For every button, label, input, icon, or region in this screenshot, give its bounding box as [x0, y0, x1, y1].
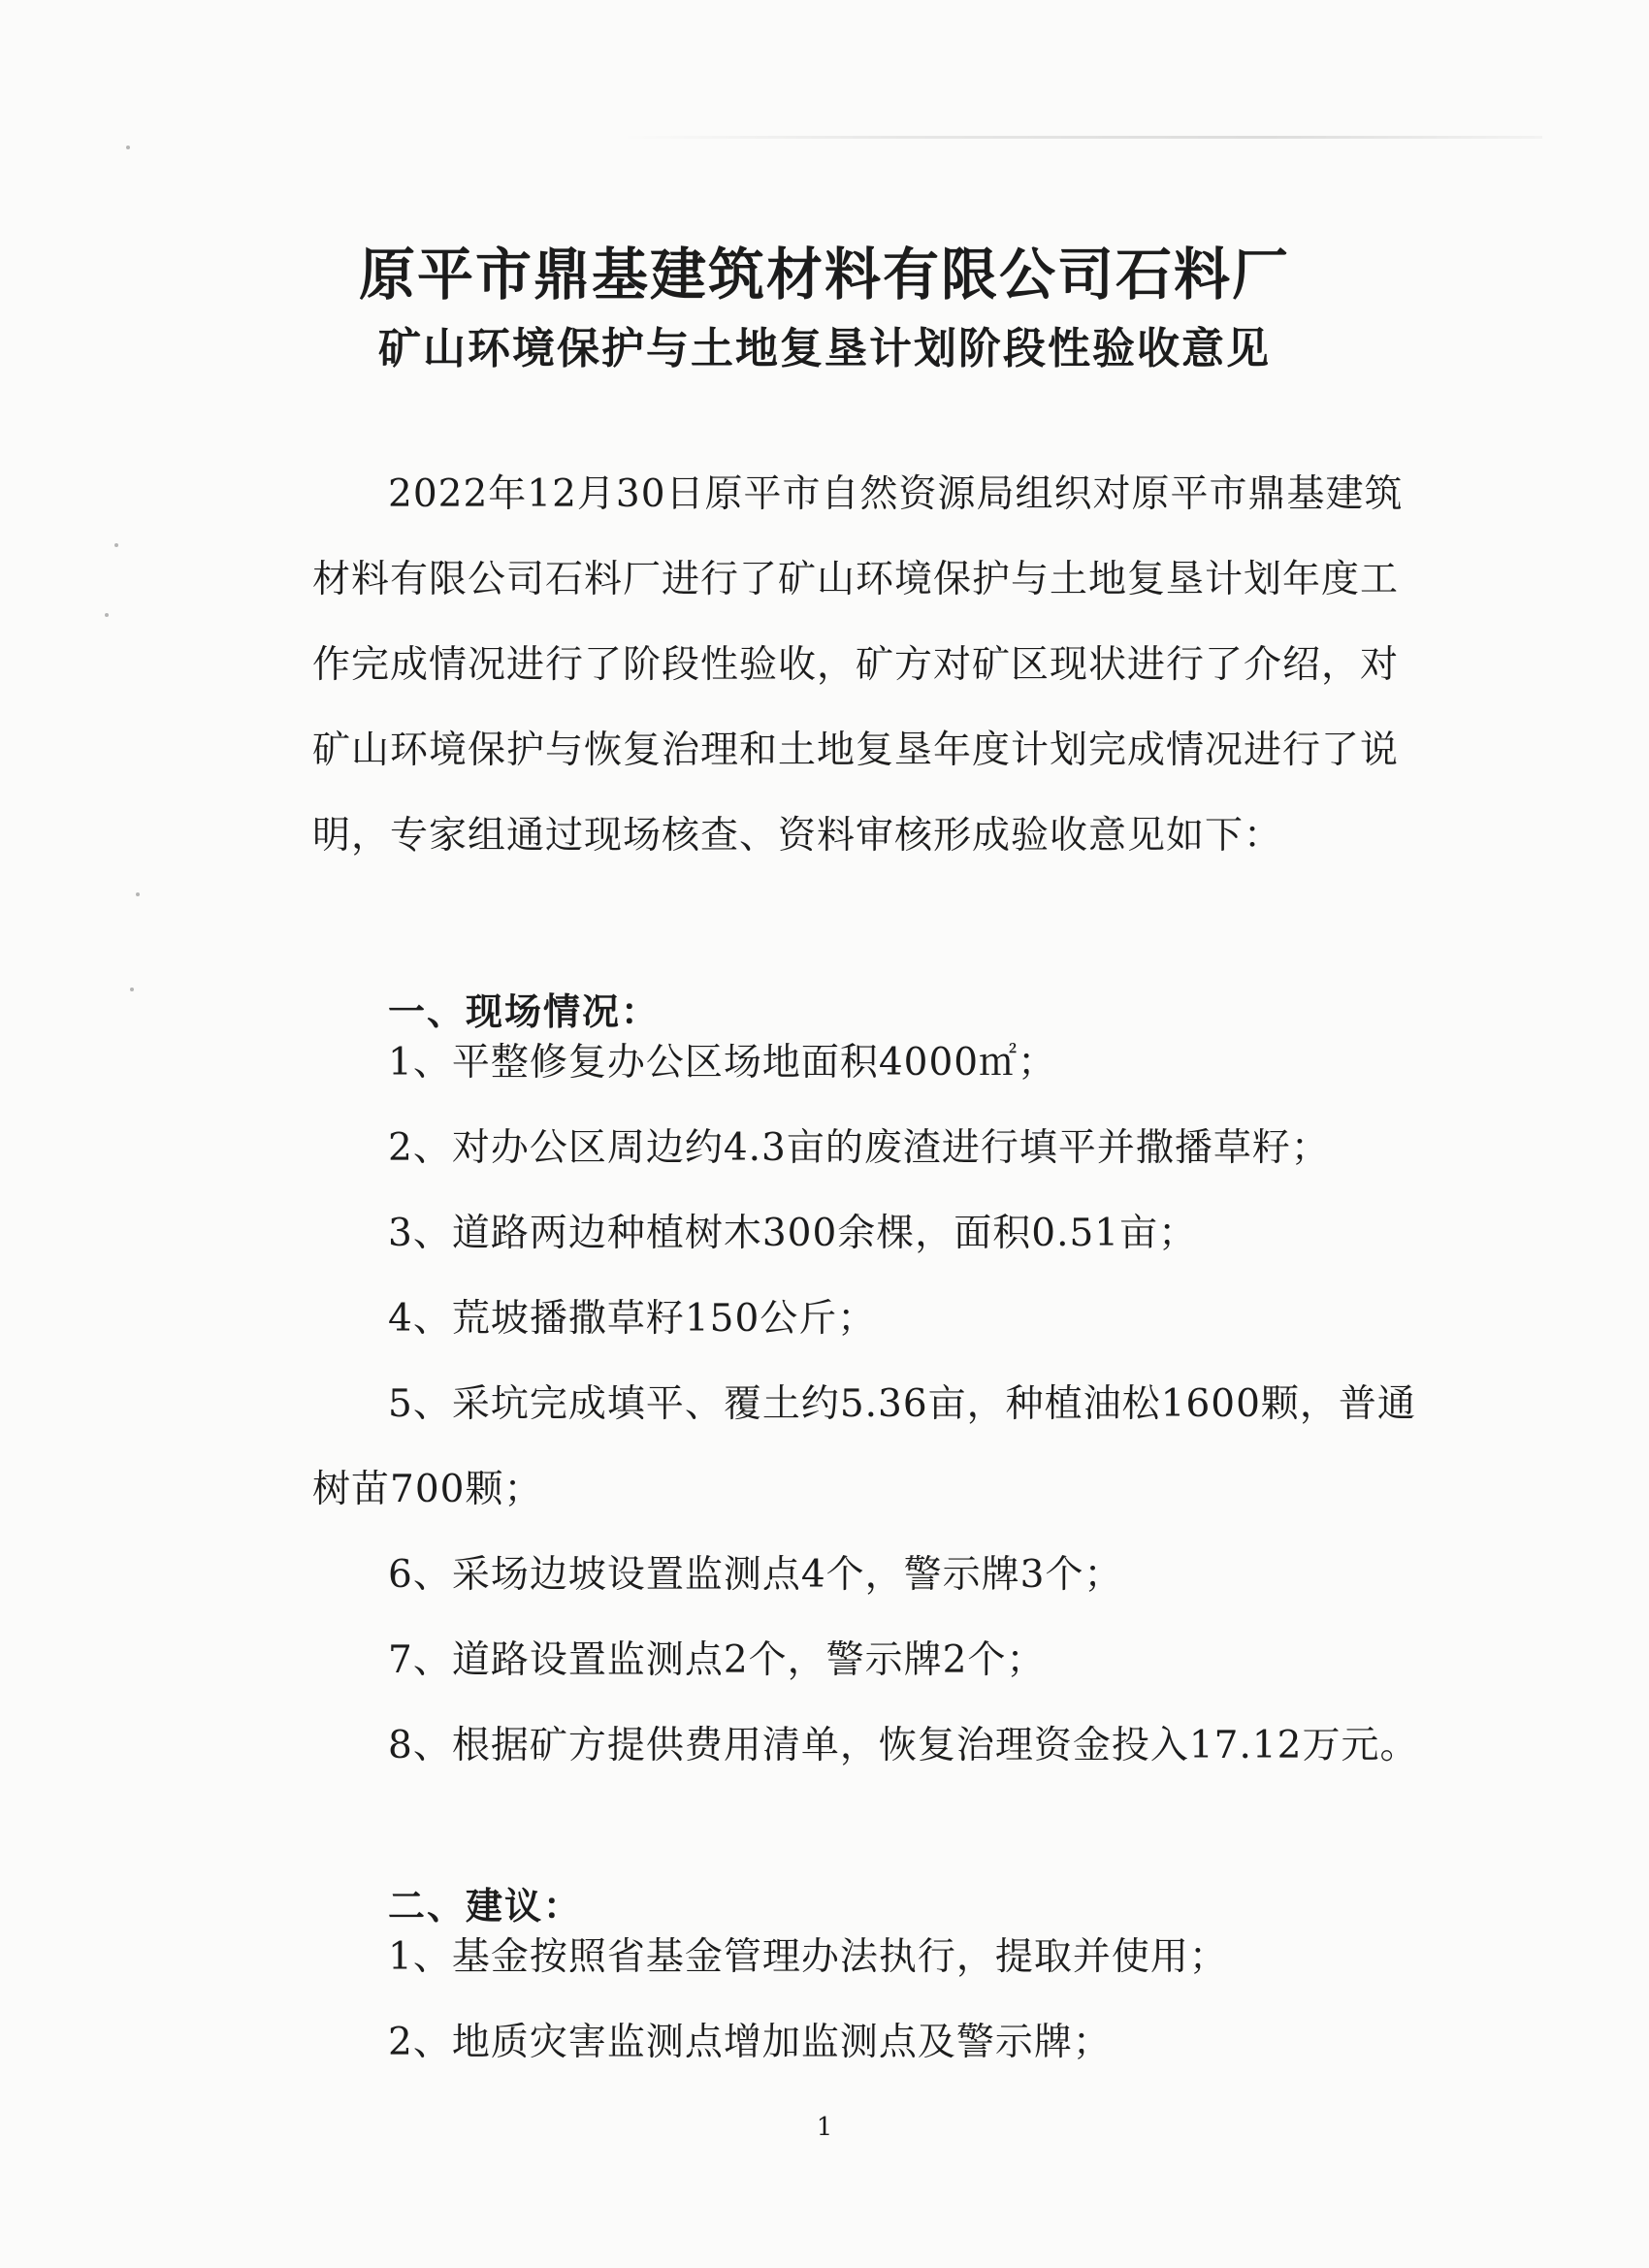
scan-speck — [126, 146, 130, 149]
site-item: 1、平整修复办公区场地面积4000㎡； — [388, 1041, 1057, 1085]
site-item: 8、根据矿方提供费用清单，恢复治理资金投入17.12万元。 — [388, 1724, 1419, 1767]
section-heading-site-conditions: 一、现场情况： — [388, 990, 661, 1033]
page-number: 1 — [816, 2113, 833, 2142]
document-title: 原平市鼎基建筑材料有限公司石料厂 — [358, 242, 1290, 308]
site-item: 3、道路两边种植树木300余棵，面积0.51亩； — [388, 1212, 1198, 1255]
site-item: 4、荒坡播撒草籽150公斤； — [388, 1297, 877, 1341]
scan-speck — [105, 613, 109, 617]
site-item: 7、道路设置监测点2个，警示牌2个； — [388, 1638, 1046, 1682]
scan-speck — [130, 988, 134, 991]
site-item: 6、采场边坡设置监测点4个，警示牌3个； — [388, 1553, 1123, 1597]
site-item: 2、对办公区周边约4.3亩的废渣进行填平并撒播草籽； — [388, 1126, 1330, 1170]
recommendation-item: 2、地质灾害监测点增加监测点及警示牌； — [388, 2021, 1112, 2064]
intro-paragraph: 2022年12月30日原平市自然资源局组织对原平市鼎基建筑材料有限公司石料厂进行了矿山环境保护与土地复垦计划年度工作完成情况进行了阶段性验收，矿方对矿区现状进行了介绍，对矿山环境保护与恢复治理和土地复垦年度计划完成情况进行了说明，专家组通过现场核查、资料审核形成验收意见如下： — [312, 472, 1404, 858]
document-subtitle: 矿山环境保护与土地复垦计划阶段性验收意见 — [378, 324, 1271, 373]
scan-artifact-line — [621, 136, 1542, 139]
scan-speck — [136, 892, 140, 896]
recommendation-item: 1、基金按照省基金管理办法执行，提取并使用； — [388, 1935, 1228, 1979]
site-item: 5、采坑完成填平、覆土约5.36亩，种植油松1600颗，普通树苗700颗； — [312, 1382, 1416, 1511]
section-heading-recommendations: 二、建议： — [388, 1885, 583, 1928]
scan-speck — [114, 543, 118, 547]
